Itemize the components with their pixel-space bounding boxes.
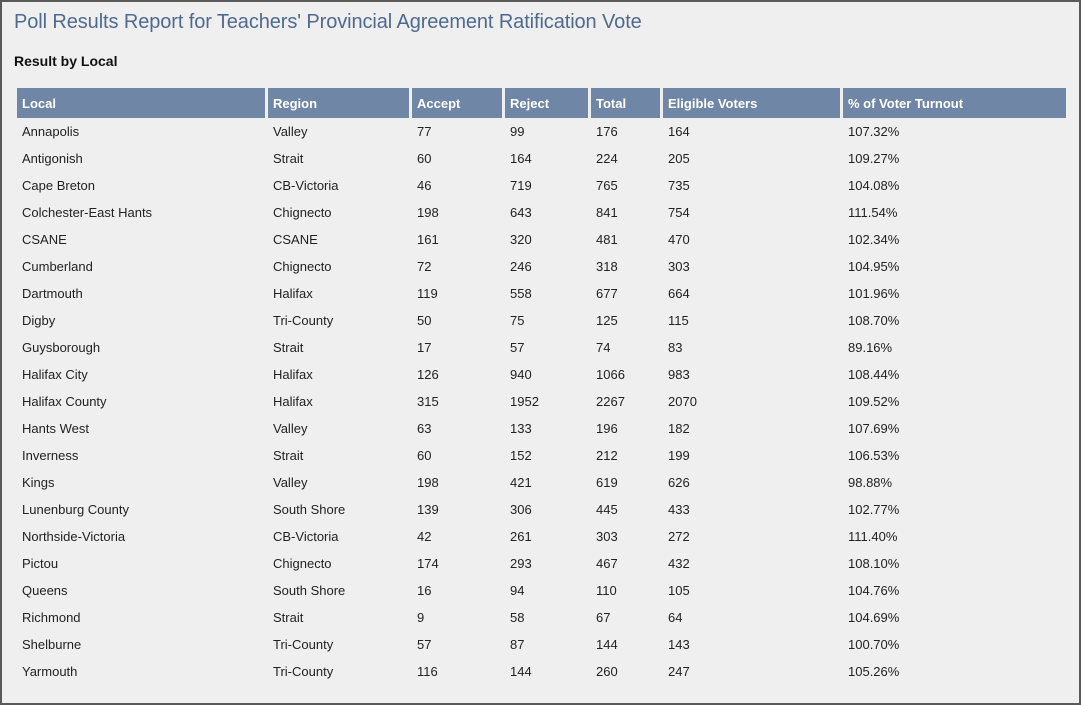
table-row (17, 658, 1066, 685)
table-row (17, 253, 1066, 280)
table-row (17, 388, 1066, 415)
cell-local: Halifax City (22, 367, 88, 382)
cell-total: 67 (596, 610, 611, 625)
cell-region: Valley (273, 475, 308, 490)
cell-voter-turnout: 107.32% (848, 124, 900, 139)
cell-voter-turnout: 107.69% (848, 421, 900, 436)
cell-region: Halifax (273, 286, 313, 301)
cell-voter-turnout: 108.44% (848, 367, 900, 382)
cell-accept: 60 (417, 151, 432, 166)
cell-eligible-voters: 664 (668, 286, 690, 301)
cell-voter-turnout: 104.76% (848, 583, 900, 598)
cell-total: 1066 (596, 367, 625, 382)
cell-local: Guysborough (22, 340, 101, 355)
cell-local: CSANE (22, 232, 67, 247)
cell-accept: 119 (417, 286, 438, 301)
column-header-eligible-voters: Eligible Voters (663, 88, 843, 118)
cell-accept: 315 (417, 394, 439, 409)
table-row (17, 442, 1066, 469)
cell-total: 144 (596, 637, 618, 652)
cell-local: Lunenburg County (22, 502, 129, 517)
cell-local: Shelburne (22, 637, 82, 652)
cell-eligible-voters: 199 (668, 448, 690, 463)
cell-total: 176 (596, 124, 618, 139)
cell-region: South Shore (273, 583, 346, 598)
column-header-local: Local (17, 88, 268, 118)
table-row (17, 280, 1066, 307)
cell-accept: 63 (417, 421, 432, 436)
cell-voter-turnout: 104.08% (848, 178, 900, 193)
cell-local: Northside-Victoria (22, 529, 126, 544)
cell-local: Dartmouth (22, 286, 83, 301)
cell-local: Richmond (22, 610, 81, 625)
cell-voter-turnout: 105.26% (848, 664, 900, 679)
cell-reject: 99 (510, 124, 525, 139)
cell-voter-turnout: 111.40% (848, 529, 898, 544)
cell-voter-turnout: 109.27% (848, 151, 900, 166)
cell-region: Strait (273, 151, 304, 166)
cell-total: 260 (596, 664, 618, 679)
cell-accept: 174 (417, 556, 439, 571)
cell-local: Annapolis (22, 124, 80, 139)
cell-eligible-voters: 143 (668, 637, 690, 652)
cell-accept: 60 (417, 448, 432, 463)
cell-voter-turnout: 100.70% (848, 637, 900, 652)
cell-eligible-voters: 983 (668, 367, 690, 382)
cell-local: Hants West (22, 421, 89, 436)
cell-accept: 139 (417, 502, 439, 517)
cell-eligible-voters: 626 (668, 475, 690, 490)
cell-reject: 558 (510, 286, 532, 301)
cell-total: 125 (596, 313, 618, 328)
table-row (17, 550, 1066, 577)
cell-eligible-voters: 64 (668, 610, 683, 625)
cell-accept: 161 (417, 232, 439, 247)
cell-reject: 320 (510, 232, 532, 247)
cell-reject: 94 (510, 583, 525, 598)
cell-reject: 144 (510, 664, 532, 679)
table-row (17, 577, 1066, 604)
cell-reject: 75 (510, 313, 525, 328)
cell-accept: 17 (417, 340, 432, 355)
cell-reject: 58 (510, 610, 525, 625)
cell-local: Halifax County (22, 394, 107, 409)
cell-accept: 42 (417, 529, 432, 544)
table-row (17, 496, 1066, 523)
column-header-reject: Reject (505, 88, 591, 118)
cell-reject: 133 (510, 421, 532, 436)
cell-total: 318 (596, 259, 618, 274)
cell-local: Inverness (22, 448, 79, 463)
cell-eligible-voters: 83 (668, 340, 683, 355)
cell-reject: 421 (510, 475, 532, 490)
cell-total: 224 (596, 151, 618, 166)
table-row (17, 226, 1066, 253)
cell-local: Antigonish (22, 151, 83, 166)
cell-total: 765 (596, 178, 618, 193)
cell-eligible-voters: 115 (668, 313, 689, 328)
cell-region: Strait (273, 610, 304, 625)
cell-total: 2267 (596, 394, 625, 409)
table-row (17, 118, 1066, 145)
cell-reject: 164 (510, 151, 532, 166)
table-row (17, 361, 1066, 388)
section-heading: Result by Local (14, 53, 118, 69)
cell-region: Strait (273, 448, 304, 463)
cell-region: CSANE (273, 232, 318, 247)
cell-accept: 126 (417, 367, 439, 382)
cell-reject: 719 (510, 178, 532, 193)
results-table-body (17, 118, 1066, 685)
cell-voter-turnout: 106.53% (848, 448, 900, 463)
cell-local: Digby (22, 313, 56, 328)
cell-eligible-voters: 470 (668, 232, 690, 247)
table-row (17, 415, 1066, 442)
cell-voter-turnout: 89.16% (848, 340, 893, 355)
cell-accept: 57 (417, 637, 432, 652)
results-table (17, 88, 1066, 685)
cell-accept: 198 (417, 475, 439, 490)
cell-region: CB-Victoria (273, 178, 339, 193)
cell-eligible-voters: 735 (668, 178, 690, 193)
cell-eligible-voters: 754 (668, 205, 690, 220)
column-header-voter-turnout: % of Voter Turnout (843, 88, 1066, 118)
cell-eligible-voters: 247 (668, 664, 690, 679)
cell-local: Yarmouth (22, 664, 78, 679)
cell-accept: 9 (417, 610, 425, 625)
cell-eligible-voters: 433 (668, 502, 690, 517)
cell-total: 74 (596, 340, 611, 355)
cell-eligible-voters: 105 (668, 583, 690, 598)
cell-reject: 940 (510, 367, 532, 382)
cell-region: Halifax (273, 394, 313, 409)
table-row (17, 307, 1066, 334)
cell-accept: 46 (417, 178, 432, 193)
cell-region: Chignecto (273, 259, 332, 274)
table-row (17, 604, 1066, 631)
cell-eligible-voters: 432 (668, 556, 690, 571)
cell-region: Valley (273, 124, 308, 139)
cell-eligible-voters: 164 (668, 124, 690, 139)
cell-voter-turnout: 108.10% (848, 556, 900, 571)
cell-reject: 152 (510, 448, 532, 463)
cell-accept: 198 (417, 205, 439, 220)
cell-eligible-voters: 303 (668, 259, 690, 274)
cell-reject: 87 (510, 637, 525, 652)
column-header-accept: Accept (412, 88, 505, 118)
column-header-total: Total (591, 88, 663, 118)
cell-voter-turnout: 104.69% (848, 610, 900, 625)
cell-total: 677 (596, 286, 618, 301)
cell-reject: 246 (510, 259, 532, 274)
cell-local: Pictou (22, 556, 59, 571)
cell-reject: 643 (510, 205, 532, 220)
cell-total: 481 (596, 232, 618, 247)
cell-region: Chignecto (273, 556, 332, 571)
page-title: Poll Results Report for Teachers' Provincial Agreement Ratification Vote (14, 11, 642, 33)
cell-reject: 1952 (510, 394, 539, 409)
table-row (17, 199, 1066, 226)
cell-region: Tri-County (273, 664, 334, 679)
cell-voter-turnout: 102.34% (848, 232, 900, 247)
cell-accept: 16 (417, 583, 432, 598)
cell-voter-turnout: 109.52% (848, 394, 900, 409)
cell-reject: 293 (510, 556, 532, 571)
column-header-region: Region (268, 88, 412, 118)
cell-voter-turnout: 108.70% (848, 313, 900, 328)
cell-total: 445 (596, 502, 618, 517)
cell-total: 619 (596, 475, 618, 490)
cell-region: Tri-County (273, 313, 334, 328)
cell-local: Queens (22, 583, 68, 598)
table-row (17, 523, 1066, 550)
cell-region: South Shore (273, 502, 346, 517)
table-row (17, 172, 1066, 199)
cell-voter-turnout: 102.77% (848, 502, 900, 517)
table-row (17, 631, 1066, 658)
cell-voter-turnout: 104.95% (848, 259, 900, 274)
cell-eligible-voters: 272 (668, 529, 690, 544)
cell-reject: 57 (510, 340, 525, 355)
cell-region: Strait (273, 340, 304, 355)
cell-reject: 261 (510, 529, 532, 544)
cell-total: 467 (596, 556, 618, 571)
cell-local: Cape Breton (22, 178, 95, 193)
cell-total: 196 (596, 421, 618, 436)
cell-eligible-voters: 182 (668, 421, 690, 436)
cell-voter-turnout: 111.54% (848, 205, 898, 220)
cell-eligible-voters: 205 (668, 151, 690, 166)
cell-total: 212 (596, 448, 618, 463)
cell-local: Kings (22, 475, 55, 490)
cell-voter-turnout: 98.88% (848, 475, 893, 490)
cell-accept: 72 (417, 259, 432, 274)
cell-local: Cumberland (22, 259, 93, 274)
cell-reject: 306 (510, 502, 532, 517)
cell-voter-turnout: 101.96% (848, 286, 900, 301)
cell-region: Halifax (273, 367, 313, 382)
cell-region: CB-Victoria (273, 529, 339, 544)
cell-accept: 116 (417, 664, 438, 679)
cell-accept: 50 (417, 313, 432, 328)
cell-region: Chignecto (273, 205, 332, 220)
cell-total: 841 (596, 205, 618, 220)
cell-local: Colchester-East Hants (22, 205, 153, 220)
cell-eligible-voters: 2070 (668, 394, 697, 409)
table-row (17, 334, 1066, 361)
table-header-row (17, 88, 1066, 118)
cell-total: 110 (596, 583, 617, 598)
table-row (17, 145, 1066, 172)
cell-total: 303 (596, 529, 618, 544)
cell-accept: 77 (417, 124, 432, 139)
cell-region: Tri-County (273, 637, 334, 652)
cell-region: Valley (273, 421, 308, 436)
table-row (17, 469, 1066, 496)
